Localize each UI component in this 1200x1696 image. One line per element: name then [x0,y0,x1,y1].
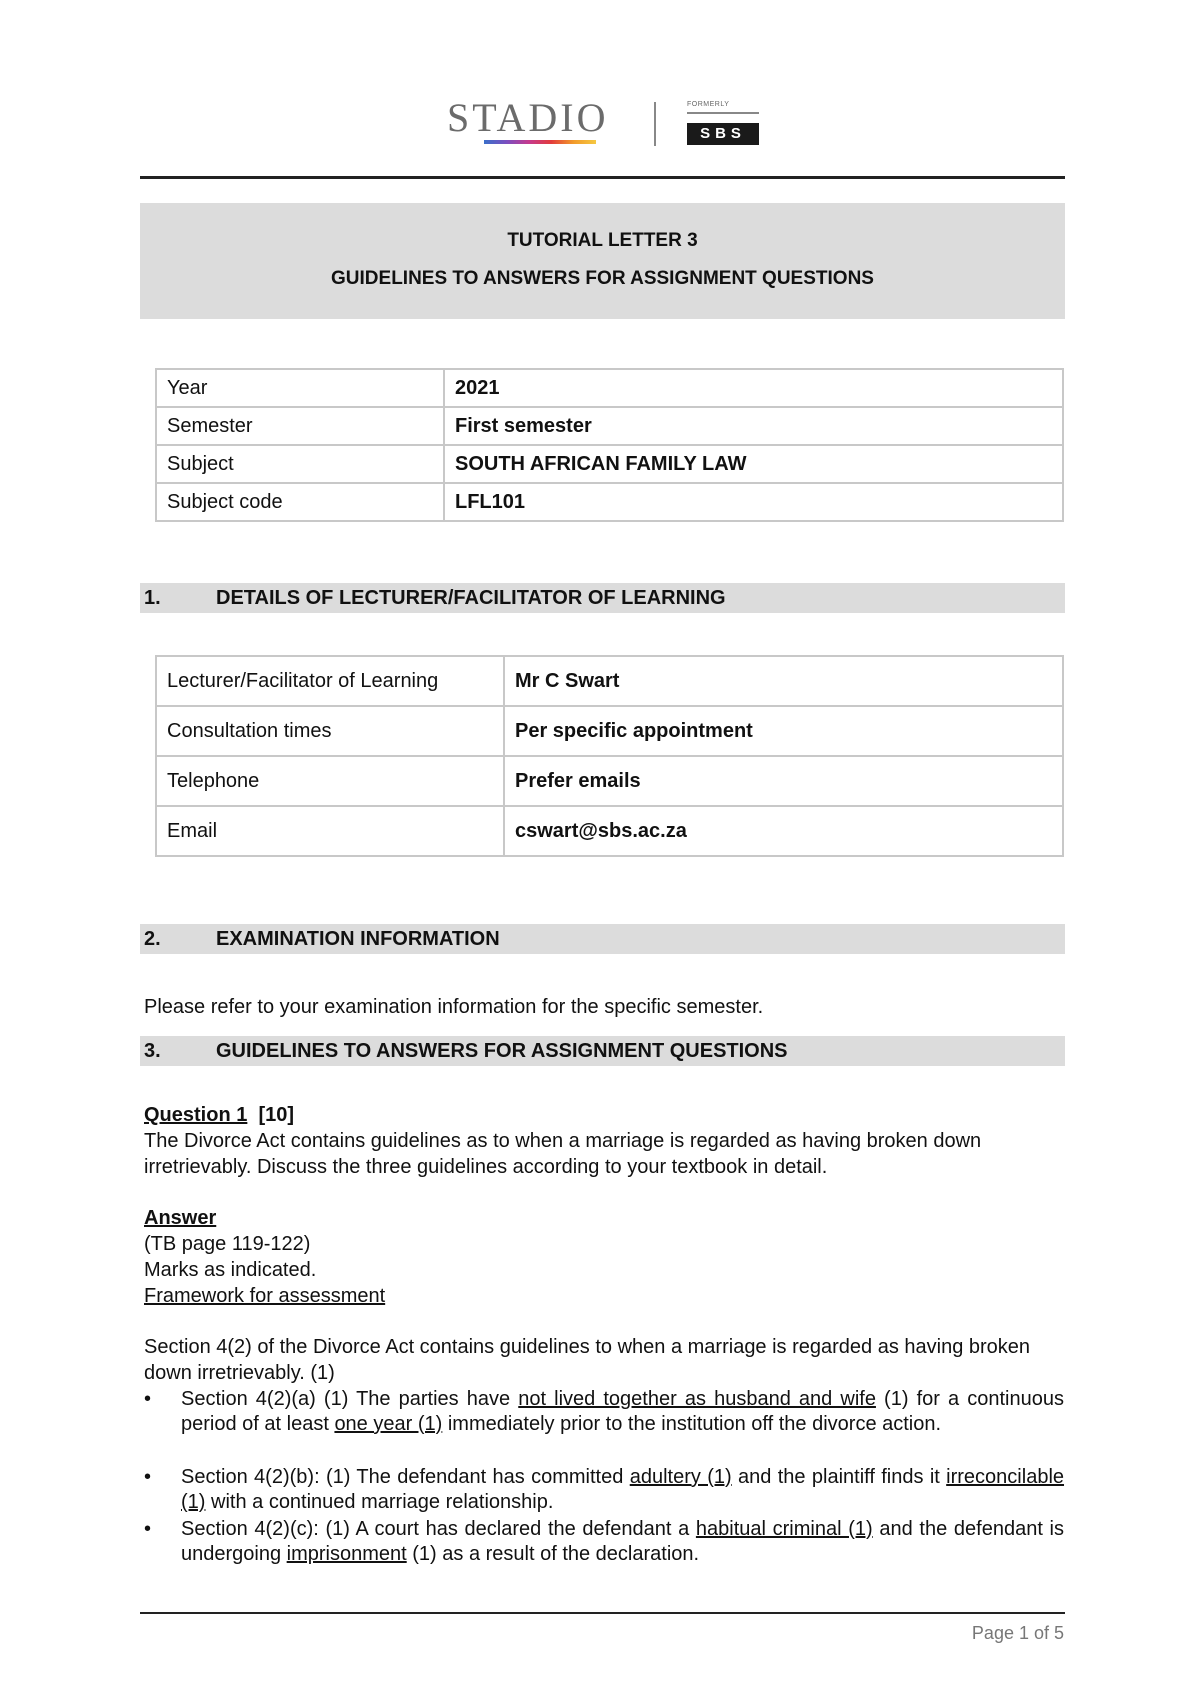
question-1-block [144,1102,1064,1180]
section-3-number: 3. [144,1040,161,1062]
section-3-title: GUIDELINES TO ANSWERS FOR ASSIGNMENT QUESTIONS [216,1040,788,1062]
section-1-heading [140,583,1065,613]
bullet-icon: • [144,1388,152,1410]
section-2-number: 2. [144,928,161,950]
subject-code-label: Subject code [156,483,444,521]
list-item [144,1387,1064,1437]
document-subtitle: GUIDELINES TO ANSWERS FOR ASSIGNMENT QUESTIONS [331,268,874,289]
list-item [144,1517,1064,1567]
question-1-heading: Question 1 [144,1104,248,1126]
table-row [156,369,1063,407]
bullet-text: Section 4(2)(a) (1) The parties have not lived together as husband and wife (1) for a continuous period of at least one year (1) immediately prior to the institution off the divorce action. [181,1388,1064,1435]
table-row [156,407,1063,445]
logo-divider [654,102,656,146]
year-label: Year [156,369,444,407]
table-row [156,483,1063,521]
subject-value: SOUTH AFRICAN FAMILY LAW [444,445,1063,483]
section-1-title: DETAILS OF LECTURER/FACILITATOR OF LEARNING [216,587,726,609]
header-rule [140,176,1065,179]
lecturer-value: Mr C Swart [504,656,1063,706]
section-1-number: 1. [144,587,161,609]
formerly-underline [687,112,759,114]
answer-intro: Section 4(2) of the Divorce Act contains guidelines to when a marriage is regarded as having broken down irretrievably. (1) [144,1336,1031,1384]
subject-label: Subject [156,445,444,483]
telephone-value: Prefer emails [504,756,1063,806]
subject-code-value: LFL101 [444,483,1063,521]
answer-heading: Answer [144,1207,217,1229]
page-number: Page 1 of 5 [971,1623,1064,1643]
question-1-text: The Divorce Act contains guidelines as to when a marriage is regarded as having broken down irretrievably. Discuss the three guidelines according to your textbook in detail. [144,1130,982,1178]
telephone-label: Telephone [156,756,504,806]
answer-marks-note: Marks as indicated. [144,1259,317,1281]
section-2-title: EXAMINATION INFORMATION [216,928,500,950]
semester-label: Semester [156,407,444,445]
section-3-heading [140,1036,1065,1066]
question-1-heading-line [144,1102,1064,1128]
table-row [156,445,1063,483]
bullet-icon: • [144,1518,152,1540]
email-value[interactable]: cswart@sbs.ac.za [504,806,1063,856]
question-1-marks: [10] [258,1104,295,1126]
semester-value: First semester [444,407,1063,445]
document-title: TUTORIAL LETTER 3 [507,230,698,251]
consultation-value: Per specific appointment [504,706,1063,756]
sbs-logo: SBS [687,123,759,145]
table-row [156,656,1063,706]
bullet-text: Section 4(2)(c): (1) A court has declared the defendant a habitual criminal (1) and the defendant is undergoing imprisonment (1) as a result of the declaration. [181,1518,1064,1565]
list-item [144,1465,1064,1515]
section-2-heading [140,924,1065,954]
logo-color-stripe [484,140,596,144]
table-row [156,706,1063,756]
title-box [140,203,1065,319]
answer-block [144,1205,1064,1309]
year-value: 2021 [444,369,1063,407]
table-row [156,756,1063,806]
bullet-icon: • [144,1466,152,1488]
exam-info-text: Please refer to your examination information for the specific semester. [144,996,764,1018]
lecturer-label: Lecturer/Facilitator of Learning [156,656,504,706]
email-label: Email [156,806,504,856]
course-info-table [155,368,1064,522]
bullet-text: Section 4(2)(b): (1) The defendant has committed adultery (1) and the plaintiff finds it irreconcilable (1) with a continued marriage relationship. [181,1466,1065,1513]
lecturer-info-table [155,655,1064,857]
stadio-logo-text: STADIO [447,95,609,140]
table-row [156,806,1063,856]
answer-reference: (TB page 119-122) [144,1233,311,1255]
formerly-label: FORMERLY [687,101,730,108]
consultation-label: Consultation times [156,706,504,756]
stadio-logo [447,92,767,152]
framework-heading: Framework for assessment [144,1285,386,1307]
footer-rule [140,1612,1065,1614]
